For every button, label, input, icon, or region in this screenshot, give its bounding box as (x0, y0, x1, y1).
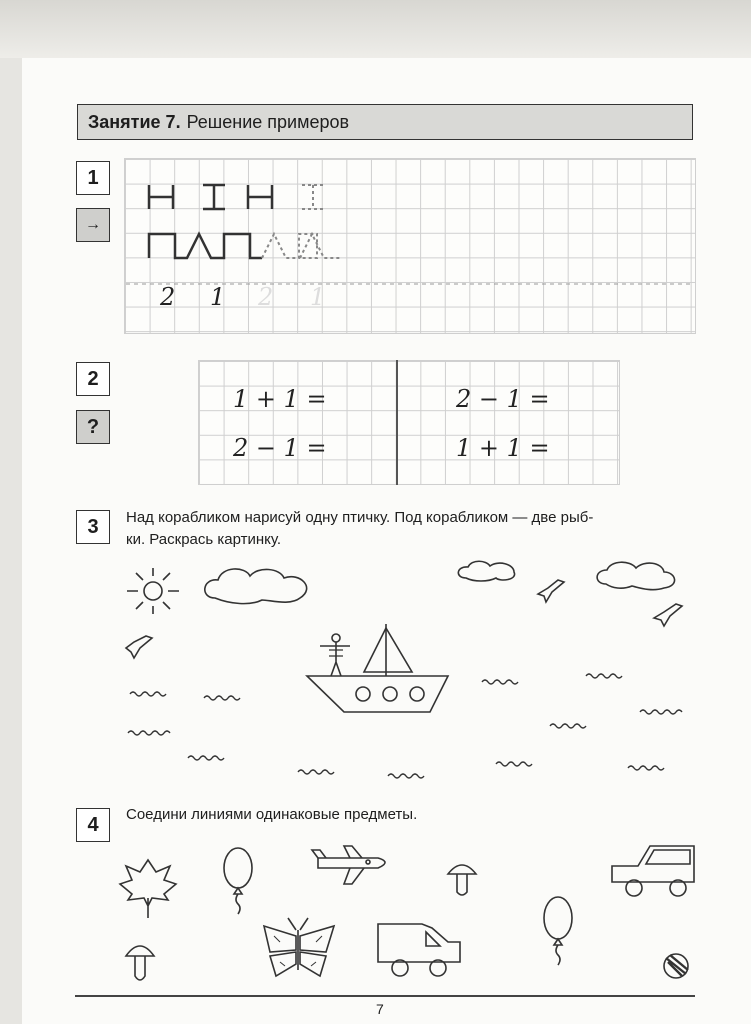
footer-divider (75, 995, 695, 997)
question-icon: ? (76, 410, 110, 444)
ball-icon (664, 954, 688, 978)
task-number-2: 2 (76, 362, 110, 396)
mushroom-icon (126, 946, 154, 980)
truck-icon (612, 846, 694, 896)
balloon-icon (224, 848, 252, 914)
lesson-number: Занятие 7. (88, 111, 181, 132)
task2-right-example-2: 1 + 1 = (456, 434, 550, 462)
task1-digit-4-faded: 1 (310, 283, 326, 311)
task1-digit-2: 1 (210, 283, 226, 311)
leaf-icon (120, 860, 176, 918)
task4-instruction: Соедини линиями одинаковые предметы. (126, 806, 418, 823)
task-number-1: 1 (76, 161, 110, 195)
balloon-icon (544, 897, 572, 965)
truck-icon (378, 924, 460, 976)
task-number-3: 3 (76, 510, 110, 544)
task2-left-example-1: 1 + 1 = (233, 385, 327, 413)
arrow-icon: → (76, 208, 110, 242)
lesson-topic: Решение примеров (186, 111, 350, 132)
task2-right-example-1: 2 − 1 = (456, 385, 550, 413)
mushroom-icon (448, 865, 476, 895)
airplane-icon (312, 846, 385, 884)
task1-digit-3-faded: 2 (258, 283, 274, 311)
task3-instruction-line2: ки. Раскрась картинку. (126, 531, 282, 548)
task-number-4: 4 (76, 808, 110, 842)
task2-left-example-2: 2 − 1 = (233, 434, 327, 462)
page-number: 7 (376, 1001, 384, 1017)
butterfly-icon (264, 918, 334, 976)
task3-instruction-line1: Над корабликом нарисуй одну птичку. Под корабликом — две рыб- (126, 509, 594, 526)
task1-digit-1: 2 (160, 283, 176, 311)
